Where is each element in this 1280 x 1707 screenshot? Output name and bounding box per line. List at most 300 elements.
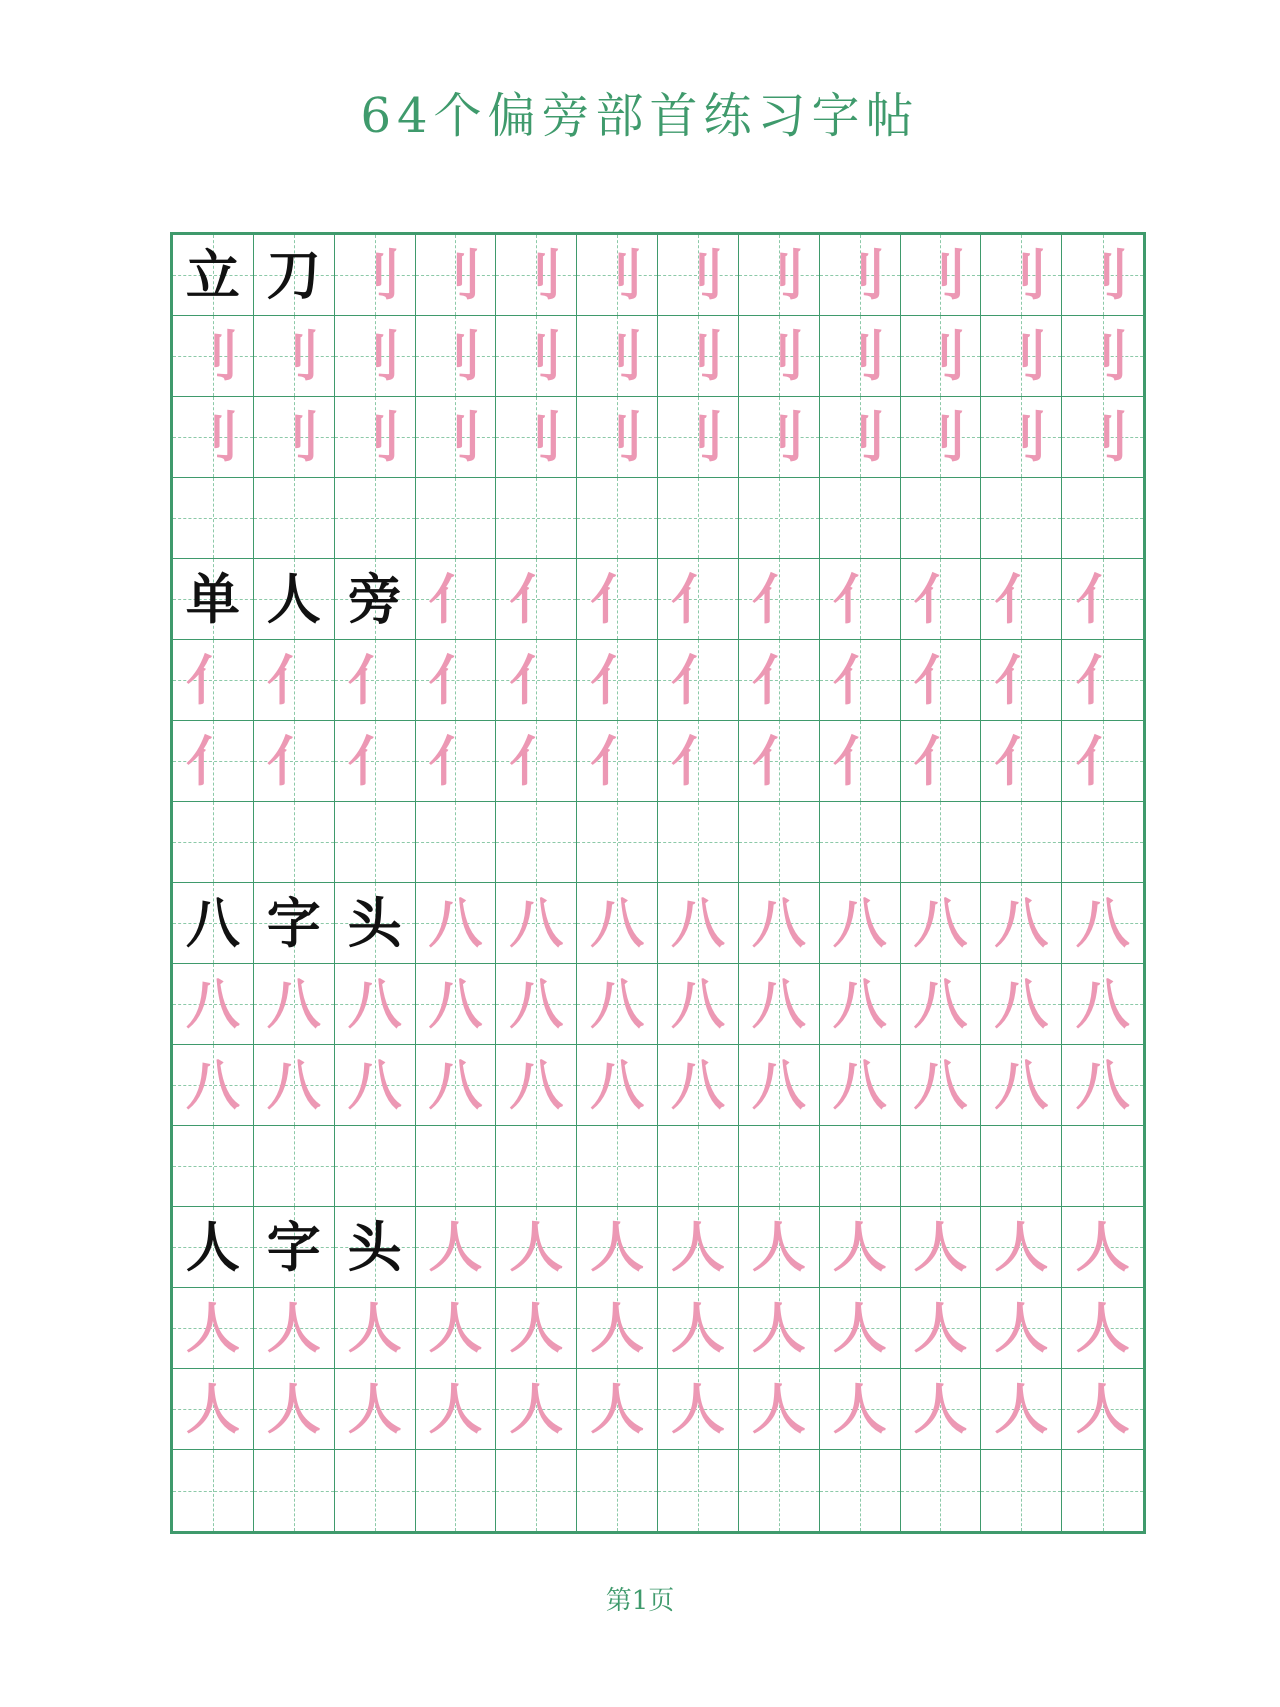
grid-cell (901, 883, 982, 964)
trace-radical: 刂 (347, 324, 402, 388)
trace-radical: 人 (994, 1377, 1049, 1441)
grid-cell (416, 1126, 497, 1207)
grid-cell (416, 397, 497, 478)
grid-cell (335, 1450, 416, 1531)
trace-radical: 人 (266, 1377, 321, 1441)
trace-radical: 亻 (590, 729, 645, 793)
grid-cell (496, 397, 577, 478)
trace-radical: 刂 (751, 243, 806, 307)
trace-radical: 八 (670, 972, 725, 1036)
trace-radical: 人 (751, 1215, 806, 1279)
grid-cell (739, 883, 820, 964)
trace-radical: 刂 (913, 405, 968, 469)
section-label-char: 八 (185, 891, 240, 955)
grid-cell (416, 559, 497, 640)
grid-cell (981, 1369, 1062, 1450)
grid-cell (416, 721, 497, 802)
trace-radical: 八 (832, 972, 887, 1036)
grid-cell (416, 1369, 497, 1450)
trace-radical: 八 (185, 972, 240, 1036)
grid-cell (658, 1288, 739, 1369)
trace-radical: 亻 (1075, 567, 1130, 631)
trace-radical: 人 (590, 1377, 645, 1441)
grid-cell (739, 235, 820, 316)
trace-radical: 人 (913, 1215, 968, 1279)
grid-cell (1062, 721, 1143, 802)
grid-cell (658, 721, 739, 802)
grid-cell (901, 1450, 982, 1531)
trace-radical: 人 (347, 1296, 402, 1360)
grid-cell (981, 1450, 1062, 1531)
grid-cell (901, 235, 982, 316)
grid-cell (416, 1288, 497, 1369)
trace-radical: 八 (913, 891, 968, 955)
trace-radical: 刂 (509, 324, 564, 388)
trace-radical: 人 (1075, 1377, 1130, 1441)
grid-cell (496, 802, 577, 883)
grid-cell (577, 1045, 658, 1126)
grid-cell (254, 1207, 335, 1288)
trace-radical: 刂 (832, 243, 887, 307)
grid-cell (901, 1369, 982, 1450)
grid-cell (173, 235, 254, 316)
section-label-char: 单 (185, 567, 240, 631)
trace-radical: 亻 (832, 729, 887, 793)
trace-radical: 人 (670, 1296, 725, 1360)
grid-cell (658, 802, 739, 883)
trace-radical: 刂 (590, 324, 645, 388)
grid-cell (739, 1126, 820, 1207)
trace-radical: 八 (670, 891, 725, 955)
grid-cell (496, 964, 577, 1045)
grid-cell (901, 559, 982, 640)
grid-cell (820, 1045, 901, 1126)
grid-cell (173, 1207, 254, 1288)
grid-cell (981, 1045, 1062, 1126)
trace-radical: 人 (832, 1296, 887, 1360)
grid-cell (173, 721, 254, 802)
grid-cell (496, 1369, 577, 1450)
trace-radical: 亻 (428, 567, 483, 631)
grid-cell (1062, 1288, 1143, 1369)
trace-radical: 亻 (590, 648, 645, 712)
grid-cell (981, 721, 1062, 802)
trace-radical: 人 (994, 1296, 1049, 1360)
trace-radical: 人 (832, 1215, 887, 1279)
grid-cell (1062, 397, 1143, 478)
grid-cell (416, 316, 497, 397)
grid-cell (335, 559, 416, 640)
trace-radical: 刂 (751, 324, 806, 388)
trace-radical: 人 (428, 1215, 483, 1279)
grid-cell (173, 640, 254, 721)
grid-cell (496, 559, 577, 640)
grid-cell (577, 235, 658, 316)
grid-cell (1062, 883, 1143, 964)
grid-cell (739, 1288, 820, 1369)
grid-cell (1062, 1369, 1143, 1450)
grid-cell (577, 1369, 658, 1450)
trace-radical: 亻 (670, 567, 725, 631)
trace-radical: 亻 (428, 648, 483, 712)
grid-cell (496, 316, 577, 397)
trace-radical: 八 (266, 1053, 321, 1117)
trace-radical: 亻 (509, 648, 564, 712)
grid-cell (1062, 964, 1143, 1045)
trace-radical: 八 (913, 1053, 968, 1117)
grid-cell (173, 478, 254, 559)
trace-radical: 亻 (994, 648, 1049, 712)
grid-cell (658, 1450, 739, 1531)
grid-cell (173, 964, 254, 1045)
trace-radical: 亻 (509, 567, 564, 631)
grid-cell (658, 1126, 739, 1207)
trace-radical: 亻 (1075, 729, 1130, 793)
grid-cell (901, 397, 982, 478)
trace-radical: 刂 (913, 324, 968, 388)
trace-radical: 八 (994, 972, 1049, 1036)
grid-cell (577, 316, 658, 397)
grid-cell (577, 559, 658, 640)
grid-cell (173, 1126, 254, 1207)
trace-radical: 刂 (266, 324, 321, 388)
grid-cell (496, 1207, 577, 1288)
grid-cell (577, 1207, 658, 1288)
section-label-char: 头 (347, 891, 402, 955)
trace-radical: 亻 (751, 567, 806, 631)
grid-cell (981, 964, 1062, 1045)
grid-cell (1062, 316, 1143, 397)
grid-cell (739, 1369, 820, 1450)
grid-cell (577, 802, 658, 883)
grid-cell (981, 316, 1062, 397)
grid-cell (335, 640, 416, 721)
grid-cell (658, 964, 739, 1045)
grid-cell (173, 1369, 254, 1450)
trace-radical: 亻 (913, 567, 968, 631)
grid-cell (1062, 1045, 1143, 1126)
grid-cell (1062, 640, 1143, 721)
trace-radical: 八 (185, 1053, 240, 1117)
trace-radical: 刂 (670, 243, 725, 307)
trace-radical: 人 (266, 1296, 321, 1360)
grid-cell (658, 640, 739, 721)
grid-cell (254, 721, 335, 802)
trace-radical: 亻 (185, 648, 240, 712)
grid-cell (577, 721, 658, 802)
grid-cell (820, 235, 901, 316)
grid-cell (739, 1045, 820, 1126)
grid-cell (335, 1045, 416, 1126)
trace-radical: 亻 (913, 648, 968, 712)
grid-cell (739, 721, 820, 802)
grid-cell (820, 640, 901, 721)
trace-radical: 人 (913, 1377, 968, 1441)
trace-radical: 人 (913, 1296, 968, 1360)
grid-cell (901, 316, 982, 397)
section-label-char: 人 (185, 1215, 240, 1279)
trace-radical: 人 (1075, 1215, 1130, 1279)
trace-radical: 亻 (347, 648, 402, 712)
trace-radical: 刂 (590, 243, 645, 307)
grid-cell (335, 235, 416, 316)
grid-cell (820, 1126, 901, 1207)
trace-radical: 亻 (670, 648, 725, 712)
grid-cell (739, 1450, 820, 1531)
grid-cell (496, 883, 577, 964)
grid-cell (254, 478, 335, 559)
trace-radical: 刂 (670, 324, 725, 388)
trace-radical: 刂 (994, 405, 1049, 469)
grid-cell (335, 1126, 416, 1207)
grid-cell (173, 559, 254, 640)
grid-cell (496, 1450, 577, 1531)
trace-radical: 人 (185, 1296, 240, 1360)
trace-radical: 八 (428, 972, 483, 1036)
trace-radical: 刂 (347, 243, 402, 307)
grid-cell (496, 1288, 577, 1369)
grid-cell (820, 1207, 901, 1288)
trace-radical: 亻 (994, 729, 1049, 793)
grid-cell (254, 640, 335, 721)
grid-cell (981, 235, 1062, 316)
grid-cell (335, 478, 416, 559)
trace-radical: 亻 (832, 567, 887, 631)
grid-cell (820, 1369, 901, 1450)
trace-radical: 亻 (347, 729, 402, 793)
grid-cell (739, 964, 820, 1045)
grid-cell (577, 1126, 658, 1207)
trace-radical: 八 (509, 891, 564, 955)
trace-radical: 刂 (1075, 405, 1130, 469)
grid-cell (901, 640, 982, 721)
trace-radical: 刂 (428, 405, 483, 469)
section-label-char: 字 (266, 1215, 321, 1279)
grid-cell (335, 1288, 416, 1369)
section-label-char: 旁 (347, 567, 402, 631)
grid-cell (416, 883, 497, 964)
grid-cell (577, 640, 658, 721)
grid-cell (416, 235, 497, 316)
grid-cell (820, 316, 901, 397)
page-title: 64个偏旁部首练习字帖 (360, 88, 920, 144)
grid-cell (658, 1045, 739, 1126)
trace-radical: 人 (428, 1296, 483, 1360)
grid-cell (254, 1369, 335, 1450)
grid-cell (739, 802, 820, 883)
trace-radical: 八 (266, 972, 321, 1036)
grid-cell (254, 802, 335, 883)
grid-cell (901, 1207, 982, 1288)
page-number: 第1页 (605, 1586, 675, 1616)
trace-radical: 人 (347, 1377, 402, 1441)
trace-radical: 八 (428, 891, 483, 955)
grid-cell (820, 1450, 901, 1531)
grid-cell (901, 802, 982, 883)
trace-radical: 亻 (913, 729, 968, 793)
grid-cell (981, 397, 1062, 478)
grid-cell (335, 964, 416, 1045)
trace-radical: 刂 (751, 405, 806, 469)
trace-radical: 八 (670, 1053, 725, 1117)
grid-cell (981, 883, 1062, 964)
grid-cell (254, 1288, 335, 1369)
grid-cell (1062, 1126, 1143, 1207)
grid-cell (1062, 802, 1143, 883)
trace-radical: 人 (428, 1377, 483, 1441)
trace-radical: 人 (670, 1377, 725, 1441)
grid-cell (254, 316, 335, 397)
grid-cell (901, 964, 982, 1045)
trace-radical: 八 (1075, 891, 1130, 955)
grid-cell (173, 397, 254, 478)
grid-cell (739, 316, 820, 397)
trace-radical: 八 (590, 891, 645, 955)
section-label-char: 头 (347, 1215, 402, 1279)
trace-radical: 刂 (428, 243, 483, 307)
grid-cell (820, 964, 901, 1045)
trace-radical: 刂 (185, 324, 240, 388)
grid-cell (658, 1207, 739, 1288)
trace-radical: 刂 (185, 405, 240, 469)
grid-cell (254, 559, 335, 640)
trace-radical: 亻 (590, 567, 645, 631)
grid-cell (1062, 235, 1143, 316)
trace-radical: 人 (590, 1215, 645, 1279)
trace-radical: 人 (751, 1296, 806, 1360)
trace-radical: 八 (913, 972, 968, 1036)
grid-cell (416, 964, 497, 1045)
grid-cell (901, 1045, 982, 1126)
trace-radical: 亻 (751, 729, 806, 793)
trace-radical: 刂 (832, 405, 887, 469)
grid-cell (1062, 1207, 1143, 1288)
grid-cell (981, 1288, 1062, 1369)
grid-cell (496, 1045, 577, 1126)
grid-cell (173, 316, 254, 397)
grid-cell (981, 478, 1062, 559)
grid-cell (981, 802, 1062, 883)
trace-radical: 刂 (1075, 324, 1130, 388)
grid-cell (335, 1369, 416, 1450)
grid-cell (577, 397, 658, 478)
trace-radical: 亻 (266, 729, 321, 793)
trace-radical: 亻 (428, 729, 483, 793)
grid-cell (658, 478, 739, 559)
trace-radical: 刂 (913, 243, 968, 307)
grid-cell (335, 883, 416, 964)
trace-radical: 人 (509, 1377, 564, 1441)
trace-radical: 亻 (994, 567, 1049, 631)
trace-radical: 人 (670, 1215, 725, 1279)
grid-cell (496, 235, 577, 316)
grid-cell (173, 1288, 254, 1369)
trace-radical: 亻 (1075, 648, 1130, 712)
trace-radical: 八 (590, 972, 645, 1036)
grid-cell (254, 397, 335, 478)
grid-cell (1062, 1450, 1143, 1531)
grid-cell (739, 559, 820, 640)
grid-cell (577, 1288, 658, 1369)
section-label-char: 字 (266, 891, 321, 955)
grid-cell (416, 1045, 497, 1126)
trace-radical: 八 (832, 891, 887, 955)
grid-cell (173, 1450, 254, 1531)
grid-cell (416, 1450, 497, 1531)
grid-cell (739, 397, 820, 478)
grid-cell (335, 721, 416, 802)
grid-cell (820, 478, 901, 559)
grid-cell (577, 964, 658, 1045)
grid-cell (496, 721, 577, 802)
trace-radical: 八 (832, 1053, 887, 1117)
trace-radical: 刂 (670, 405, 725, 469)
trace-radical: 八 (751, 891, 806, 955)
grid-cell (577, 883, 658, 964)
trace-radical: 人 (994, 1215, 1049, 1279)
grid-cell (577, 1450, 658, 1531)
grid-cell (416, 478, 497, 559)
grid-cell (1062, 559, 1143, 640)
trace-radical: 八 (1075, 972, 1130, 1036)
grid-cell (820, 397, 901, 478)
trace-radical: 刂 (347, 405, 402, 469)
grid-cell (739, 478, 820, 559)
grid-cell (981, 1126, 1062, 1207)
grid-cell (901, 478, 982, 559)
grid-cell (496, 1126, 577, 1207)
trace-radical: 亻 (751, 648, 806, 712)
grid-cell (820, 721, 901, 802)
trace-radical: 亻 (832, 648, 887, 712)
trace-radical: 八 (509, 972, 564, 1036)
grid-cell (577, 478, 658, 559)
trace-radical: 八 (509, 1053, 564, 1117)
trace-radical: 人 (509, 1215, 564, 1279)
grid-cell (739, 640, 820, 721)
grid-cell (173, 883, 254, 964)
grid-cell (658, 1369, 739, 1450)
grid-cell (254, 1126, 335, 1207)
trace-radical: 人 (185, 1377, 240, 1441)
grid-cell (901, 721, 982, 802)
trace-radical: 刂 (832, 324, 887, 388)
grid-cell (820, 1288, 901, 1369)
grid-cell (739, 1207, 820, 1288)
trace-radical: 人 (590, 1296, 645, 1360)
grid-cell (496, 640, 577, 721)
trace-radical: 八 (751, 972, 806, 1036)
trace-radical: 八 (994, 891, 1049, 955)
trace-radical: 八 (1075, 1053, 1130, 1117)
grid-cell (173, 1045, 254, 1126)
grid-cell (416, 1207, 497, 1288)
grid-cell (254, 883, 335, 964)
trace-radical: 亻 (670, 729, 725, 793)
grid-cell (658, 316, 739, 397)
trace-radical: 刂 (994, 324, 1049, 388)
grid-cell (981, 1207, 1062, 1288)
trace-radical: 人 (1075, 1296, 1130, 1360)
grid-cell (658, 559, 739, 640)
grid-cell (981, 640, 1062, 721)
grid-cell (658, 235, 739, 316)
section-label-char: 立 (185, 243, 240, 307)
grid-cell (416, 802, 497, 883)
grid-cell (496, 478, 577, 559)
grid-cell (254, 964, 335, 1045)
trace-radical: 八 (590, 1053, 645, 1117)
